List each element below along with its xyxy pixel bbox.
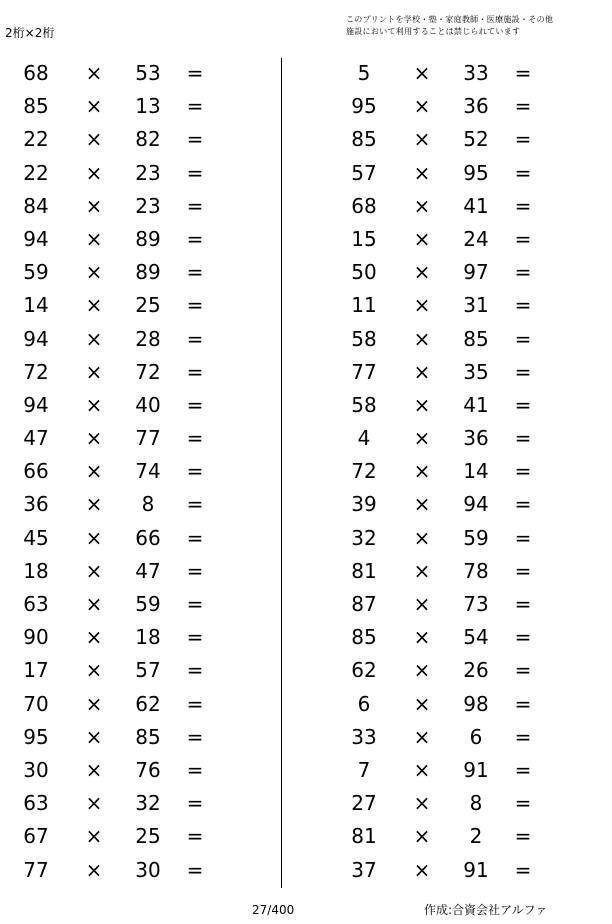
problem-row (10, 522, 230, 555)
multiplicand: 77 (351, 359, 377, 384)
equals-sign: = (514, 426, 532, 451)
multiplier: 85 (135, 724, 161, 749)
page-number: 27/400 (252, 903, 295, 917)
problem-row (338, 654, 558, 687)
problem-row (338, 57, 558, 90)
equals-sign: = (514, 691, 532, 716)
times-sign: × (85, 193, 103, 218)
equals-sign: = (514, 61, 532, 85)
times-sign: × (85, 260, 103, 285)
equals-sign: = (514, 824, 532, 849)
times-sign: × (85, 226, 103, 251)
equals-sign: = (186, 459, 204, 484)
multiplier: 24 (463, 226, 489, 251)
multiplier: 8 (469, 791, 483, 816)
multiplicand: 85 (23, 94, 49, 119)
multiplicand: 94 (23, 392, 49, 417)
times-sign: × (413, 193, 431, 218)
problem-row (10, 90, 230, 123)
multiplicand: 63 (23, 791, 49, 816)
multiplier: 94 (463, 492, 489, 517)
multiplier: 57 (135, 658, 161, 683)
times-sign: × (413, 857, 431, 882)
multiplier: 82 (135, 127, 161, 152)
multiplier: 41 (463, 392, 489, 417)
times-sign: × (85, 757, 103, 782)
equals-sign: = (514, 127, 532, 152)
multiplicand: 85 (351, 625, 377, 650)
multiplicand: 72 (23, 359, 49, 384)
multiplicand: 33 (351, 724, 377, 749)
multiplier: 35 (463, 359, 489, 384)
multiplier: 52 (463, 127, 489, 152)
times-sign: × (413, 326, 431, 351)
times-sign: × (413, 426, 431, 451)
left-problem-column (10, 57, 230, 887)
times-sign: × (413, 824, 431, 849)
multiplicand: 84 (23, 193, 49, 218)
multiplier: 62 (135, 691, 161, 716)
multiplier: 89 (135, 226, 161, 251)
problem-row (338, 820, 558, 853)
equals-sign: = (186, 392, 204, 417)
problem-row (10, 787, 230, 820)
multiplicand: 81 (351, 558, 377, 583)
multiplicand: 66 (23, 459, 49, 484)
multiplier: 76 (135, 757, 161, 782)
multiplier: 32 (135, 791, 161, 816)
times-sign: × (413, 160, 431, 185)
problem-row (10, 688, 230, 721)
multiplicand: 50 (351, 260, 377, 285)
equals-sign: = (186, 558, 204, 583)
equals-sign: = (514, 757, 532, 782)
multiplicand: 22 (23, 160, 49, 185)
equals-sign: = (514, 492, 532, 517)
multiplicand: 47 (23, 426, 49, 451)
multiplicand: 27 (351, 791, 377, 816)
equals-sign: = (186, 724, 204, 749)
equals-sign: = (514, 459, 532, 484)
equals-sign: = (514, 293, 532, 318)
times-sign: × (413, 658, 431, 683)
problem-row (338, 721, 558, 754)
equals-sign: = (514, 625, 532, 650)
equals-sign: = (514, 791, 532, 816)
problem-row (10, 754, 230, 787)
times-sign: × (413, 724, 431, 749)
times-sign: × (413, 791, 431, 816)
multiplier: 13 (135, 94, 161, 119)
times-sign: × (413, 691, 431, 716)
multiplier: 95 (463, 160, 489, 185)
multiplier: 25 (135, 293, 161, 318)
problem-row (10, 555, 230, 588)
times-sign: × (413, 592, 431, 616)
multiplicand: 68 (23, 61, 49, 85)
multiplier: 73 (463, 592, 489, 616)
problem-row (10, 455, 230, 488)
multiplier: 89 (135, 260, 161, 285)
equals-sign: = (186, 226, 204, 251)
problem-row (338, 688, 558, 721)
problem-row (10, 256, 230, 289)
equals-sign: = (186, 492, 204, 517)
multiplicand: 95 (351, 94, 377, 119)
multiplier: 77 (135, 426, 161, 451)
multiplicand: 36 (23, 492, 49, 517)
equals-sign: = (186, 757, 204, 782)
times-sign: × (413, 293, 431, 318)
multiplicand: 85 (351, 127, 377, 152)
multiplier: 97 (463, 260, 489, 285)
problem-row (10, 721, 230, 754)
times-sign: × (85, 658, 103, 683)
multiplicand: 68 (351, 193, 377, 218)
column-divider (281, 58, 282, 888)
problem-row (10, 190, 230, 223)
multiplicand: 94 (23, 226, 49, 251)
multiplicand: 45 (23, 525, 49, 550)
times-sign: × (85, 525, 103, 550)
equals-sign: = (186, 160, 204, 185)
equals-sign: = (186, 658, 204, 683)
problem-row (10, 157, 230, 190)
times-sign: × (413, 226, 431, 251)
problem-row (338, 455, 558, 488)
multiplier: 85 (463, 326, 489, 351)
multiplier: 33 (463, 61, 489, 85)
equals-sign: = (514, 592, 532, 616)
multiplier: 40 (135, 392, 161, 417)
multiplier: 31 (463, 293, 489, 318)
multiplicand: 39 (351, 492, 377, 517)
multiplier: 47 (135, 558, 161, 583)
problem-row (10, 422, 230, 455)
multiplicand: 14 (23, 293, 49, 318)
multiplicand: 77 (23, 857, 49, 882)
multiplicand: 62 (351, 658, 377, 683)
times-sign: × (413, 392, 431, 417)
problem-row (338, 787, 558, 820)
multiplicand: 6 (357, 691, 371, 716)
times-sign: × (85, 724, 103, 749)
problem-row (10, 854, 230, 887)
times-sign: × (413, 525, 431, 550)
problem-row (338, 522, 558, 555)
problem-row (10, 356, 230, 389)
problem-row (338, 422, 558, 455)
problem-row (10, 588, 230, 621)
equals-sign: = (186, 193, 204, 218)
times-sign: × (85, 459, 103, 484)
multiplicand: 63 (23, 592, 49, 616)
multiplier: 78 (463, 558, 489, 583)
problem-row (338, 223, 558, 256)
multiplier: 8 (141, 492, 155, 517)
times-sign: × (85, 691, 103, 716)
times-sign: × (85, 592, 103, 616)
multiplier: 23 (135, 193, 161, 218)
problem-row (338, 389, 558, 422)
multiplier: 36 (463, 426, 489, 451)
equals-sign: = (186, 824, 204, 849)
times-sign: × (85, 293, 103, 318)
times-sign: × (413, 359, 431, 384)
equals-sign: = (186, 127, 204, 152)
equals-sign: = (186, 857, 204, 882)
times-sign: × (85, 61, 103, 85)
multiplicand: 18 (23, 558, 49, 583)
equals-sign: = (186, 625, 204, 650)
problem-row (10, 654, 230, 687)
times-sign: × (85, 160, 103, 185)
multiplier: 30 (135, 857, 161, 882)
multiplier: 25 (135, 824, 161, 849)
problem-row (338, 190, 558, 223)
multiplier: 91 (463, 857, 489, 882)
multiplier: 74 (135, 459, 161, 484)
problem-row (338, 621, 558, 654)
times-sign: × (85, 326, 103, 351)
equals-sign: = (186, 592, 204, 616)
equals-sign: = (514, 226, 532, 251)
multiplicand: 17 (23, 658, 49, 683)
problem-row (338, 157, 558, 190)
times-sign: × (413, 625, 431, 650)
problem-row (338, 854, 558, 887)
multiplier: 72 (135, 359, 161, 384)
problem-row (10, 289, 230, 322)
problem-row (338, 123, 558, 156)
multiplier: 6 (469, 724, 483, 749)
problem-row (10, 621, 230, 654)
problem-row (338, 488, 558, 521)
multiplier: 54 (463, 625, 489, 650)
multiplier: 66 (135, 525, 161, 550)
multiplicand: 57 (351, 160, 377, 185)
multiplicand: 58 (351, 392, 377, 417)
equals-sign: = (186, 326, 204, 351)
problem-row (10, 57, 230, 90)
multiplicand: 22 (23, 127, 49, 152)
multiplier: 18 (135, 625, 161, 650)
multiplicand: 58 (351, 326, 377, 351)
multiplicand: 72 (351, 459, 377, 484)
multiplier: 26 (463, 658, 489, 683)
times-sign: × (85, 359, 103, 384)
times-sign: × (413, 492, 431, 517)
multiplicand: 59 (23, 260, 49, 285)
equals-sign: = (186, 359, 204, 384)
times-sign: × (413, 61, 431, 85)
multiplicand: 87 (351, 592, 377, 616)
times-sign: × (85, 625, 103, 650)
times-sign: × (85, 857, 103, 882)
worksheet-title: 2桁×2桁 (5, 26, 55, 40)
problem-row (10, 488, 230, 521)
multiplicand: 30 (23, 757, 49, 782)
problem-row (10, 820, 230, 853)
equals-sign: = (186, 293, 204, 318)
equals-sign: = (514, 392, 532, 417)
problem-row (338, 588, 558, 621)
times-sign: × (413, 558, 431, 583)
problem-row (10, 323, 230, 356)
multiplicand: 7 (357, 757, 371, 782)
times-sign: × (85, 127, 103, 152)
problem-row (338, 90, 558, 123)
equals-sign: = (514, 658, 532, 683)
equals-sign: = (514, 558, 532, 583)
usage-notice-line-2: 施設において利用することは禁じられています (346, 27, 521, 36)
problem-row (10, 123, 230, 156)
usage-notice (346, 14, 553, 38)
problem-row (338, 323, 558, 356)
times-sign: × (413, 94, 431, 119)
equals-sign: = (514, 94, 532, 119)
times-sign: × (85, 94, 103, 119)
multiplicand: 37 (351, 857, 377, 882)
equals-sign: = (186, 61, 204, 85)
multiplier: 2 (469, 824, 483, 849)
times-sign: × (85, 426, 103, 451)
multiplier: 98 (463, 691, 489, 716)
problem-row (338, 256, 558, 289)
problem-row (10, 223, 230, 256)
multiplicand: 11 (351, 293, 377, 318)
multiplicand: 70 (23, 691, 49, 716)
multiplicand: 81 (351, 824, 377, 849)
right-problem-column (338, 57, 558, 887)
equals-sign: = (514, 160, 532, 185)
times-sign: × (413, 757, 431, 782)
multiplier: 91 (463, 757, 489, 782)
times-sign: × (85, 824, 103, 849)
problem-row (338, 289, 558, 322)
equals-sign: = (514, 857, 532, 882)
equals-sign: = (186, 426, 204, 451)
times-sign: × (413, 127, 431, 152)
multiplier: 14 (463, 459, 489, 484)
multiplicand: 5 (357, 61, 371, 85)
multiplicand: 94 (23, 326, 49, 351)
multiplicand: 67 (23, 824, 49, 849)
multiplier: 59 (463, 525, 489, 550)
author-credit: 作成:合資会社アルファ (424, 903, 548, 917)
equals-sign: = (186, 691, 204, 716)
equals-sign: = (514, 260, 532, 285)
problem-row (10, 389, 230, 422)
times-sign: × (85, 558, 103, 583)
times-sign: × (413, 459, 431, 484)
multiplier: 41 (463, 193, 489, 218)
times-sign: × (85, 492, 103, 517)
multiplicand: 4 (357, 426, 371, 451)
equals-sign: = (514, 326, 532, 351)
equals-sign: = (514, 359, 532, 384)
equals-sign: = (186, 791, 204, 816)
multiplicand: 32 (351, 525, 377, 550)
times-sign: × (85, 791, 103, 816)
equals-sign: = (514, 193, 532, 218)
problem-row (338, 555, 558, 588)
usage-notice-line-1: このプリントを学校・塾・家庭教師・医療施設・その他 (346, 15, 554, 24)
multiplicand: 15 (351, 226, 377, 251)
times-sign: × (413, 260, 431, 285)
problem-row (338, 356, 558, 389)
multiplicand: 90 (23, 625, 49, 650)
multiplier: 59 (135, 592, 161, 616)
multiplier: 53 (135, 61, 161, 85)
multiplier: 28 (135, 326, 161, 351)
multiplier: 23 (135, 160, 161, 185)
equals-sign: = (186, 525, 204, 550)
multiplier: 36 (463, 94, 489, 119)
times-sign: × (85, 392, 103, 417)
multiplicand: 95 (23, 724, 49, 749)
equals-sign: = (514, 525, 532, 550)
equals-sign: = (186, 94, 204, 119)
problem-row (338, 754, 558, 787)
equals-sign: = (514, 724, 532, 749)
equals-sign: = (186, 260, 204, 285)
